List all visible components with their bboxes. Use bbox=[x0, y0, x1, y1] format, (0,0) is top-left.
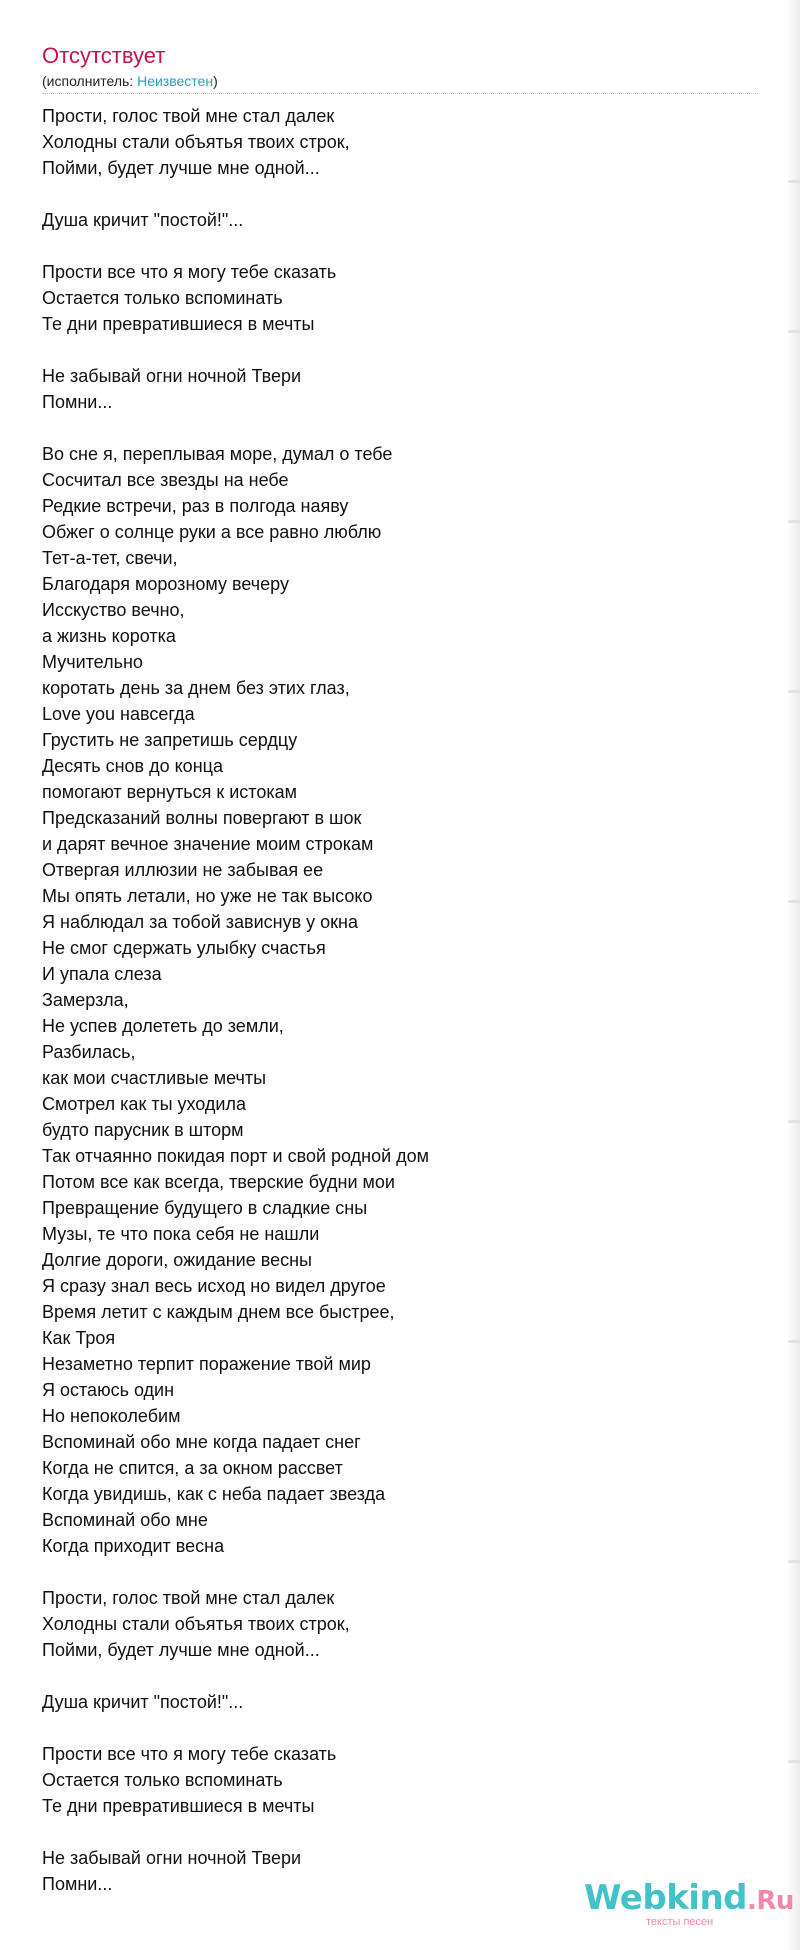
lyric-line: Смотрел как ты уходила bbox=[42, 1094, 246, 1114]
edge-notch bbox=[788, 1340, 800, 1343]
edge-notch bbox=[788, 1120, 800, 1123]
logo-subtitle: тексты песен bbox=[646, 1916, 714, 1928]
lyric-line: а жизнь коротка bbox=[42, 626, 176, 646]
artist-suffix: ) bbox=[213, 73, 218, 89]
stanza-break bbox=[42, 1663, 742, 1689]
lyric-line: Обжег о солнце руки а все равно люблю bbox=[42, 522, 382, 542]
lyric-line: Не смог сдержать улыбку счастья bbox=[42, 938, 326, 958]
edge-notch bbox=[788, 520, 800, 523]
lyric-line: Помни... bbox=[42, 1874, 113, 1894]
logo-wordmark bbox=[584, 1878, 794, 1921]
lyric-line: Потом все как всегда, тверские будни мои bbox=[42, 1172, 395, 1192]
lyric-line: Тет-а-тет, свечи, bbox=[42, 548, 178, 568]
lyric-line: Прости, голос твой мне стал далек bbox=[42, 106, 335, 126]
stanza-break bbox=[42, 233, 742, 259]
lyric-line: Мучительно bbox=[42, 652, 143, 672]
lyric-line: Я наблюдал за тобой зависнув у окна bbox=[42, 912, 358, 932]
stanza-break bbox=[42, 1559, 742, 1585]
lyric-line: Вспоминай обо мне когда падает снег bbox=[42, 1432, 361, 1452]
edge-notch bbox=[788, 900, 800, 903]
lyric-line: Редкие встречи, раз в полгода наяву bbox=[42, 496, 349, 516]
song-header bbox=[42, 42, 758, 94]
lyric-line: Долгие дороги, ожидание весны bbox=[42, 1250, 312, 1270]
lyric-line: коротать день за днем без этих глаз, bbox=[42, 678, 350, 698]
artist-line bbox=[42, 72, 758, 90]
lyric-line: будто парусник в шторм bbox=[42, 1120, 244, 1140]
song-title: Отсутствует bbox=[42, 43, 166, 68]
artist-link[interactable]: Неизвестен bbox=[137, 73, 214, 89]
lyric-line: Не успев долететь до земли, bbox=[42, 1016, 284, 1036]
lyric-line: Во сне я, переплывая море, думал о тебе bbox=[42, 444, 393, 464]
stanza-break bbox=[42, 415, 742, 441]
stanza-break bbox=[42, 1715, 742, 1741]
lyric-line: Не забывай огни ночной Твери bbox=[42, 366, 302, 386]
stanza-break bbox=[42, 337, 742, 363]
lyric-line: Когда приходит весна bbox=[42, 1536, 225, 1556]
lyric-line: и дарят вечное значение моим строкам bbox=[42, 834, 374, 854]
lyric-line: Отвергая иллюзии не забывая ее bbox=[42, 860, 324, 880]
lyric-line: Так отчаянно покидая порт и свой родной дом bbox=[42, 1146, 430, 1166]
lyric-line: как мои счастливые мечты bbox=[42, 1068, 267, 1088]
edge-notch bbox=[788, 690, 800, 693]
lyric-line: Love you навсегда bbox=[42, 704, 195, 724]
edge-notch bbox=[788, 1560, 800, 1563]
logo-tld: .Ru bbox=[747, 1886, 794, 1916]
stanza-break bbox=[42, 181, 742, 207]
lyric-line: Грустить не запретишь сердцу bbox=[42, 730, 298, 750]
lyric-line: Прости все что я могу тебе сказать bbox=[42, 1744, 337, 1764]
lyric-line: Помни... bbox=[42, 392, 113, 412]
lyric-line: Музы, те что пока себя не нашли bbox=[42, 1224, 320, 1244]
lyric-line: Я остаюсь один bbox=[42, 1380, 175, 1400]
webkind-logo[interactable] bbox=[584, 1878, 794, 1934]
lyric-line: Я сразу знал весь исход но видел другое bbox=[42, 1276, 386, 1296]
lyric-line: Предсказаний волны повергают в шок bbox=[42, 808, 362, 828]
lyric-line: Но непоколебим bbox=[42, 1406, 181, 1426]
lyric-line: Остается только вспоминать bbox=[42, 1770, 283, 1790]
lyric-line: Исскуство вечно, bbox=[42, 600, 185, 620]
lyric-line: Те дни превратившиеся в мечты bbox=[42, 314, 315, 334]
page-edge-shadow bbox=[786, 0, 800, 1950]
lyric-line: Остается только вспоминать bbox=[42, 288, 283, 308]
lyric-line: Прости все что я могу тебе сказать bbox=[42, 262, 337, 282]
lyric-line: Вспоминай обо мне bbox=[42, 1510, 208, 1530]
lyric-line: Незаметно терпит поражение твой мир bbox=[42, 1354, 371, 1374]
lyric-line: Прости, голос твой мне стал далек bbox=[42, 1588, 335, 1608]
lyric-line: Не забывай огни ночной Твери bbox=[42, 1848, 302, 1868]
lyric-line: Душа кричит "постой!"... bbox=[42, 210, 244, 230]
lyric-line: Время летит с каждым днем все быстрее, bbox=[42, 1302, 395, 1322]
lyric-line: И упала слеза bbox=[42, 964, 162, 984]
header-divider bbox=[42, 93, 758, 94]
lyric-line: Как Троя bbox=[42, 1328, 116, 1348]
lyric-line: Пойми, будет лучше мне одной... bbox=[42, 158, 320, 178]
lyric-line: Превращение будущего в сладкие сны bbox=[42, 1198, 368, 1218]
lyric-line: Когда увидишь, как с неба падает звезда bbox=[42, 1484, 386, 1504]
lyric-line: Замерзла, bbox=[42, 990, 129, 1010]
lyric-line: Благодаря морозному вечеру bbox=[42, 574, 289, 594]
stanza-break bbox=[42, 1819, 742, 1845]
edge-notch bbox=[788, 330, 800, 333]
lyric-line: Те дни превратившиеся в мечты bbox=[42, 1796, 315, 1816]
lyric-line: помогают вернуться к истокам bbox=[42, 782, 298, 802]
lyric-line: Когда не спится, а за окном рассвет bbox=[42, 1458, 343, 1478]
lyric-line: Сосчитал все звезды на небе bbox=[42, 470, 289, 490]
edge-notch bbox=[788, 180, 800, 183]
lyrics-text bbox=[42, 103, 742, 1897]
lyric-line: Десять снов до конца bbox=[42, 756, 223, 776]
lyric-line: Пойми, будет лучше мне одной... bbox=[42, 1640, 320, 1660]
logo-main-text: Webkind bbox=[584, 1878, 747, 1918]
lyric-line: Холодны стали объятья твоих строк, bbox=[42, 1614, 350, 1634]
lyric-line: Разбилась, bbox=[42, 1042, 136, 1062]
edge-notch bbox=[788, 1760, 800, 1763]
artist-prefix: (исполнитель: bbox=[42, 73, 138, 89]
lyric-line: Душа кричит "постой!"... bbox=[42, 1692, 244, 1712]
lyric-line: Мы опять летали, но уже не так высоко bbox=[42, 886, 373, 906]
lyric-line: Холодны стали объятья твоих строк, bbox=[42, 132, 350, 152]
